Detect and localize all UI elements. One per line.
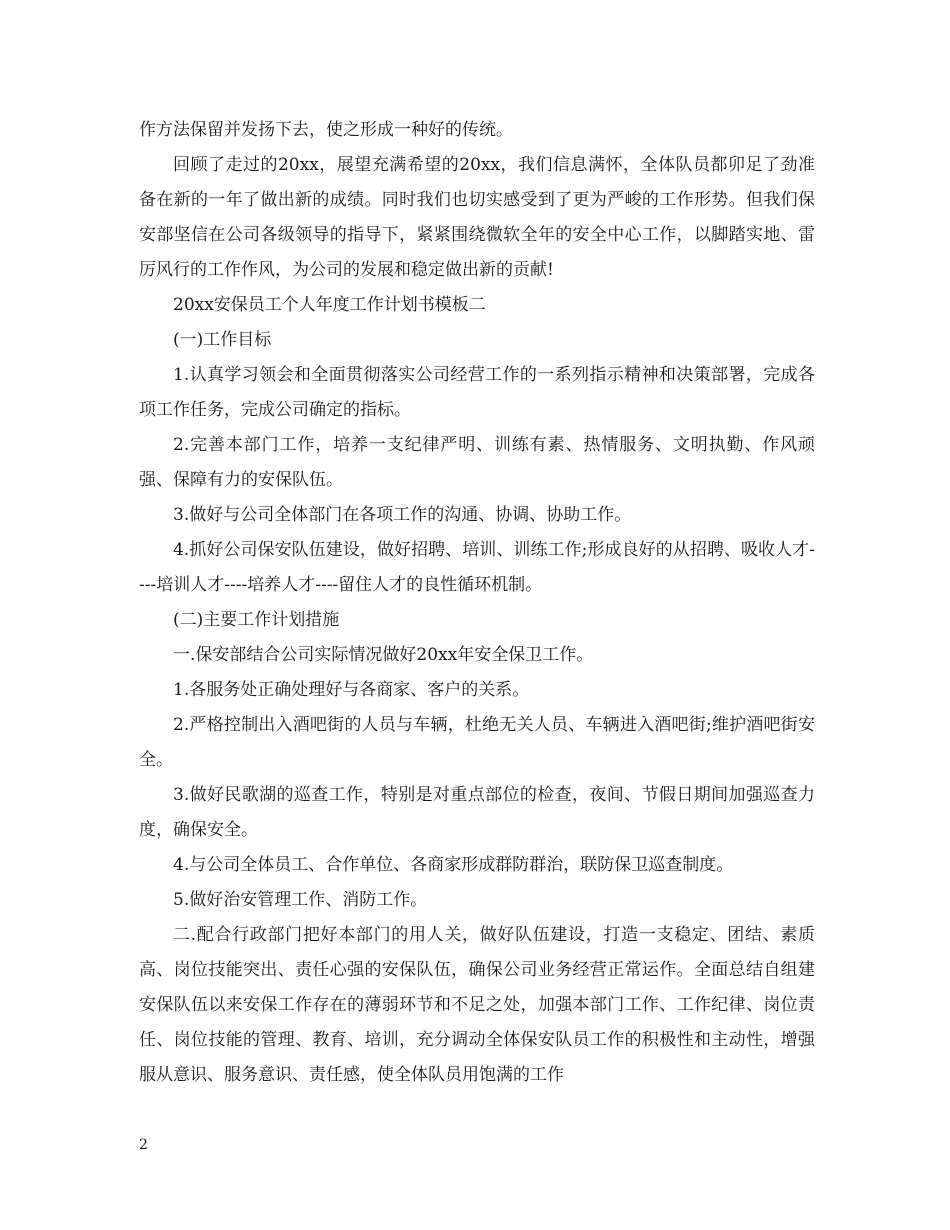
page-number: 2 — [139, 1137, 148, 1153]
measure-item-4: 4.与公司全体员工、合作单位、各商家形成群防群治，联防保卫巡查制度。 — [173, 855, 734, 875]
goal-item-4: 4.抓好公司保安队伍建设，做好招聘、培训、训练工作;形成良好的从招聘、吸收人才----培训人才----培养人才----留住人才的良性循环机制。 — [139, 540, 815, 595]
subheading-work-goals: (一)工作目标 — [173, 330, 272, 350]
paragraph-2: 回顾了走过的20xx，展望充满希望的20xx，我们信息满怀，全体队员都卯足了劲准备在新的一年了做出新的成绩。同时我们也切实感受到了更为严峻的工作形势。但我们保安部坚信在公司各级领导的指导下，紧紧围绕微软全年的安全中心工作，以脚踏实地、雷厉风行的工作作风，为公司的发展和稳定做出新的贡献! — [139, 155, 815, 280]
measure-item-1: 1.各服务处正确处理好与各商家、客户的关系。 — [173, 680, 530, 700]
paragraph-1: 作方法保留并发扬下去，使之形成一种好的传统。 — [139, 120, 513, 140]
goal-item-3: 3.做好与公司全体部门在各项工作的沟通、协调、协助工作。 — [173, 505, 632, 525]
goal-item-2: 2.完善本部门工作，培养一支纪律严明、训练有素、热情服务、文明执勤、作风顽强、保障有力的安保队伍。 — [139, 435, 815, 490]
goal-item-1: 1.认真学习领会和全面贯彻落实公司经营工作的一系列指示精神和决策部署，完成各项工作任务，完成公司确定的指标。 — [139, 365, 815, 420]
measure-item-2: 2.严格控制出入酒吧街的人员与车辆，杜绝无关人员、车辆进入酒吧街;维护酒吧街安全。 — [139, 715, 815, 770]
measure-section-1: 一.保安部结合公司实际情况做好20xx年安全保卫工作。 — [173, 645, 594, 665]
subheading-main-measures: (二)主要工作计划措施 — [173, 610, 340, 630]
document-body — [139, 113, 815, 1093]
measure-item-3: 3.做好民歌湖的巡查工作，特别是对重点部位的检查，夜间、节假日期间加强巡查力度，确保安全。 — [139, 785, 815, 840]
measure-item-5: 5.做好治安管理工作、消防工作。 — [173, 890, 428, 910]
section-heading-template-two: 20xx安保员工个人年度工作计划书模板二 — [173, 295, 486, 315]
measure-section-2: 二.配合行政部门把好本部门的用人关，做好队伍建设，打造一支稳定、团结、素质高、岗位技能突出、责任心强的安保队伍，确保公司业务经营正常运作。全面总结自组建安保队伍以来安保工作存在的薄弱环节和不足之处，加强本部门工作、工作纪律、岗位责任、岗位技能的管理、教育、培训，充分调动全体保安队员工作的积极性和主动性，增强服从意识、服务意识、责任感，使全体队员用饱满的工作 — [139, 925, 815, 1085]
